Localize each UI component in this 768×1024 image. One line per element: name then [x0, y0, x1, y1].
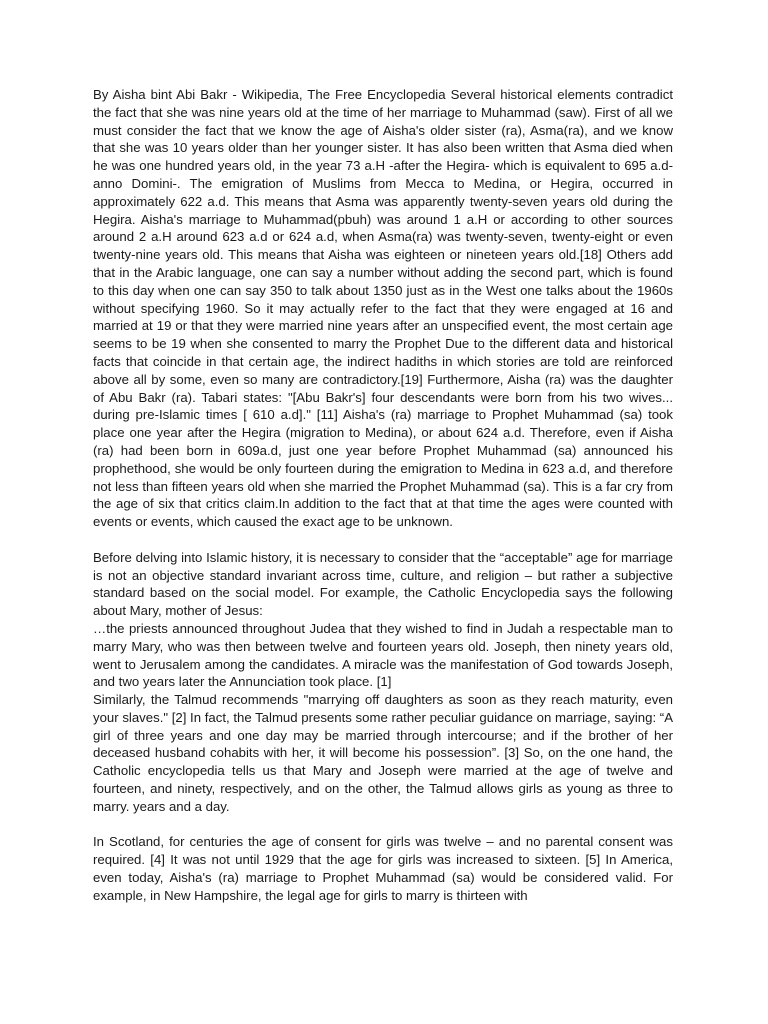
paragraph-spacer: [93, 816, 673, 834]
paragraph-scotland: In Scotland, for centuries the age of consent for girls was twelve – and no parental consent was required. [4] It was not until 1929 that the age for girls was increased to sixteen. [5] In America, even today, Aisha's (ra) marriage to Prophet Muhammad (sa) would be considered valid. For example, in New Hampshire, the legal age for girls to marry is thirteen with: [93, 834, 673, 903]
paragraph-spacer: [93, 531, 673, 549]
paragraph-acceptable-age: Before delving into Islamic history, it is necessary to consider that the “acceptable” age for marriage is not an objective standard invariant across time, culture, and religion – but rather a subjective standard based on the social model. For example, the Catholic Encyclopedia says the following about Mary, mother of Jesus:: [93, 549, 673, 619]
paragraph-mary-quote: …the priests announced throughout Judea that they wished to find in Judah a respectable man to marry Mary, who was then between twelve and fourteen years old. Joseph, then ninety years old, went to Jerusalem among the candidates. A miracle was the manifestation of God towards Joseph, and two years later the Annunciation took place. [1]: [93, 620, 673, 690]
document-page: [93, 86, 673, 905]
paragraph-talmud: Similarly, the Talmud recommends "marrying off daughters as soon as they reach maturity, even your slaves." [2] In fact, the Talmud presents some rather peculiar guidance on marriage, saying: “A girl of three years and one day may be married through intercourse; and if the brother of her deceased husband cohabits with her, it will become his possession”. [3] So, on the one hand, the Catholic encyclopedia tells us that Mary and Joseph were married at the age of twelve and fourteen, and ninety, respectively, and on the other, the Talmud allows girls as young as three to marry. years and a day.: [93, 692, 673, 814]
paragraph-aisha-age: By Aisha bint Abi Bakr - Wikipedia, The Free Encyclopedia Several historical elements contradict the fact that she was nine years old at the time of her marriage to Muhammad (saw). First of all we must consider the fact that we know the age of Aisha's older sister (ra), Asma(ra), and we know that she was 10 years older than her younger sister. It has also been written that Asma died when he was one hundred years old, in the year 73 a.H -after the Hegira- which is equivalent to 695 a.d-anno Domini-. The emigration of Muslims from Mecca to Medina, or Hegira, occurred in approximately 622 a.d. This means that Asma was apparently twenty-seven years old during the Hegira. Aisha's marriage to Muhammad(pbuh) was around 1 a.H or according to other sources around 2 a.H around 623 a.d or 624 a.d, when Asma(ra) was twenty-seven, twenty-eight or even twenty-nine years old. This means that Aisha was eighteen or nineteen years old.[18] Others add that in the Arabic language, one can say a number without adding the second part, which is found to this day when one can say 350 to talk about 1350 just as in the West one talks about the 1960s without specifying 1960. So it may actually refer to the fact that they were engaged at 16 and married at 19 or that they were married nine years after an unspecified event, the most certain age seems to be 19 when she consented to marry the Prophet Due to the different data and historical facts that coincide in that certain age, the indirect hadiths in which stories are told are reinforced above all by some, even so many are contradictory.[19] Furthermore, Aisha (ra) was the daughter of Abu Bakr (ra). Tabari states: "[Abu Bakr's] four descendants were born from his two wives... during pre-Islamic times [ 610 a.d]." [11] Aisha's (ra) marriage to Prophet Muhammad (sa) took place one year after the Hegira (migration to Medina), or about 624 a.d. Therefore, even if Aisha (ra) had been born in 609a.d, just one year before Prophet Muhammad (sa) announced his prophethood, she would be only fourteen during the emigration to Medina in 623 a.d, and therefore not less than fifteen years old when she married the Prophet Muhammad (sa). This is a far cry from the age of six that critics claim.In addition to the fact that at that time the ages were counted with events or events, which caused the exact age to be unknown.: [93, 87, 673, 530]
